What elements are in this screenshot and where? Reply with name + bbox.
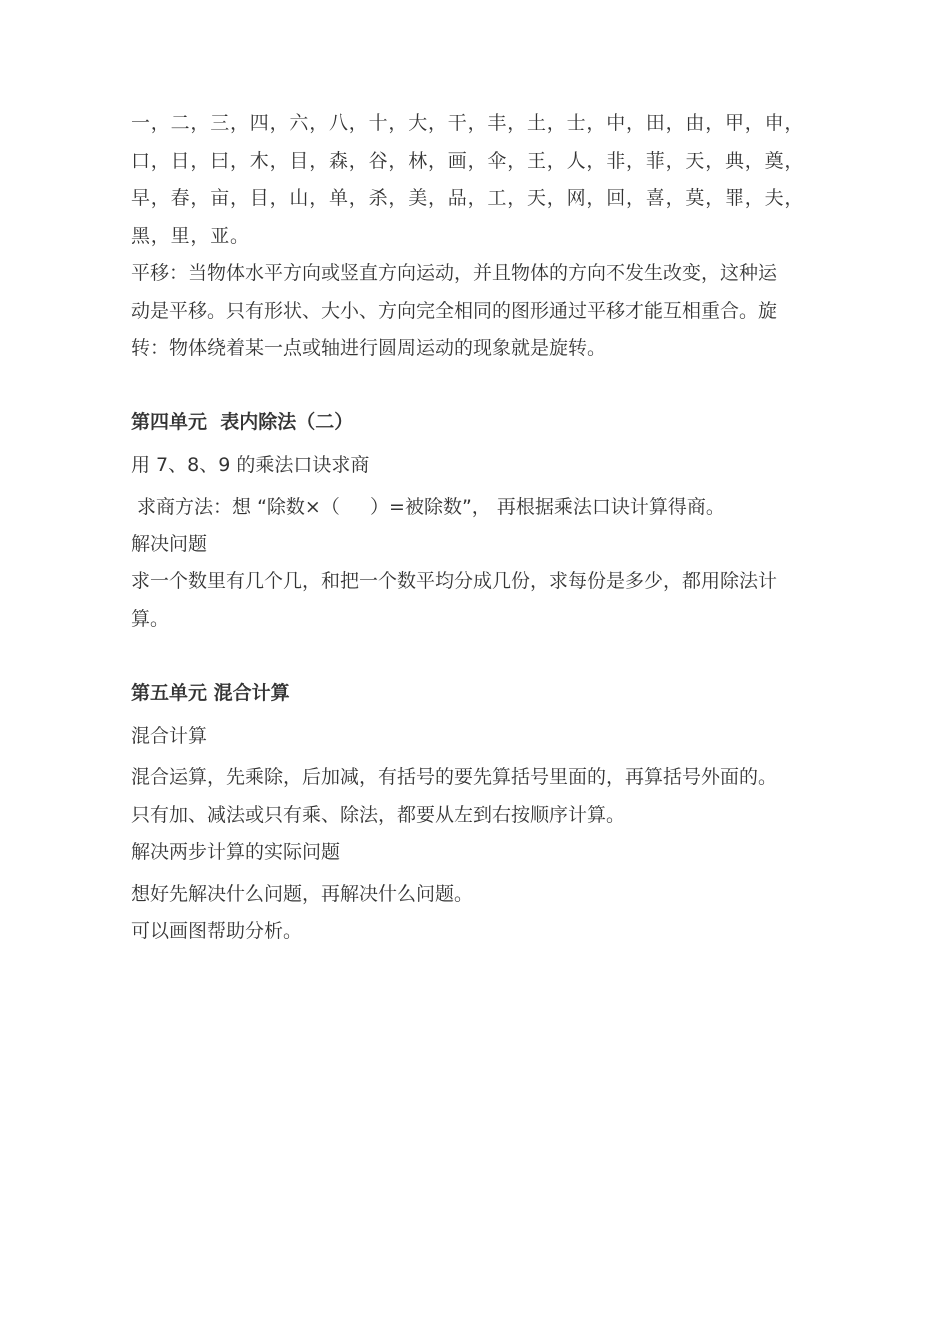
- paragraph-line: 混合运算，先乘除，后加减，有括号的要先算括号里面的，再算括号外面的。: [131, 766, 778, 788]
- unit5-subheading-mixed: 混合计算: [131, 725, 208, 747]
- paragraph-line: 平移：当物体水平方向或竖直方向运动，并且物体的方向不发生改变，这种运: [131, 262, 778, 284]
- character-list: [131, 105, 804, 255]
- unit5-paragraph: [131, 759, 777, 834]
- paragraph-line: 求一个数里有几个几，和把一个数平均分成几份，求每份是多少，都用除法计: [131, 570, 778, 592]
- unit4-method: 求商方法：想 “除数×（ ）=被除数”， 再根据乘法口诀计算得商。: [131, 496, 725, 518]
- unit5-heading: 第五单元 混合计算: [131, 682, 290, 704]
- unit5-line-first: 想好先解决什么问题，再解决什么问题。: [131, 883, 474, 905]
- unit5-subheading-problems: 解决两步计算的实际问题: [131, 841, 341, 863]
- character-list-line: 黑，里，亚。: [131, 224, 250, 247]
- paragraph-line: 算。: [131, 607, 170, 630]
- character-list-line: 早，春，亩，目，山，单，杀，美，品，工，天，网，回，喜，莫，罪，夫，: [131, 187, 805, 209]
- paragraph-line: 只有加、减法或只有乘、除法，都要从左到右按顺序计算。: [131, 803, 626, 826]
- paragraph-line: 动是平移。只有形状、大小、方向完全相同的图形通过平移才能互相重合。旋: [131, 299, 778, 322]
- character-list-line: 口，日，曰，木，目，森，谷，林，画，伞，王，人，非，菲，天，典，奠，: [131, 149, 805, 172]
- unit4-subheading-quotient: 用 7、8、9 的乘法口诀求商: [131, 454, 370, 476]
- unit4-heading: 第四单元 表内除法（二）: [131, 411, 354, 433]
- translation-rotation-paragraph: [131, 255, 777, 368]
- unit5-line-second: 可以画图帮助分析。: [131, 920, 303, 942]
- character-list-line: 一，二，三，四，六，八，十，大，干，丰，土，士，中，田，由，甲，申，: [131, 112, 805, 134]
- unit4-paragraph: [131, 563, 777, 638]
- unit4-subheading-problems: 解决问题: [131, 533, 208, 555]
- paragraph-line: 转：物体绕着某一点或轴进行圆周运动的现象就是旋转。: [131, 337, 607, 359]
